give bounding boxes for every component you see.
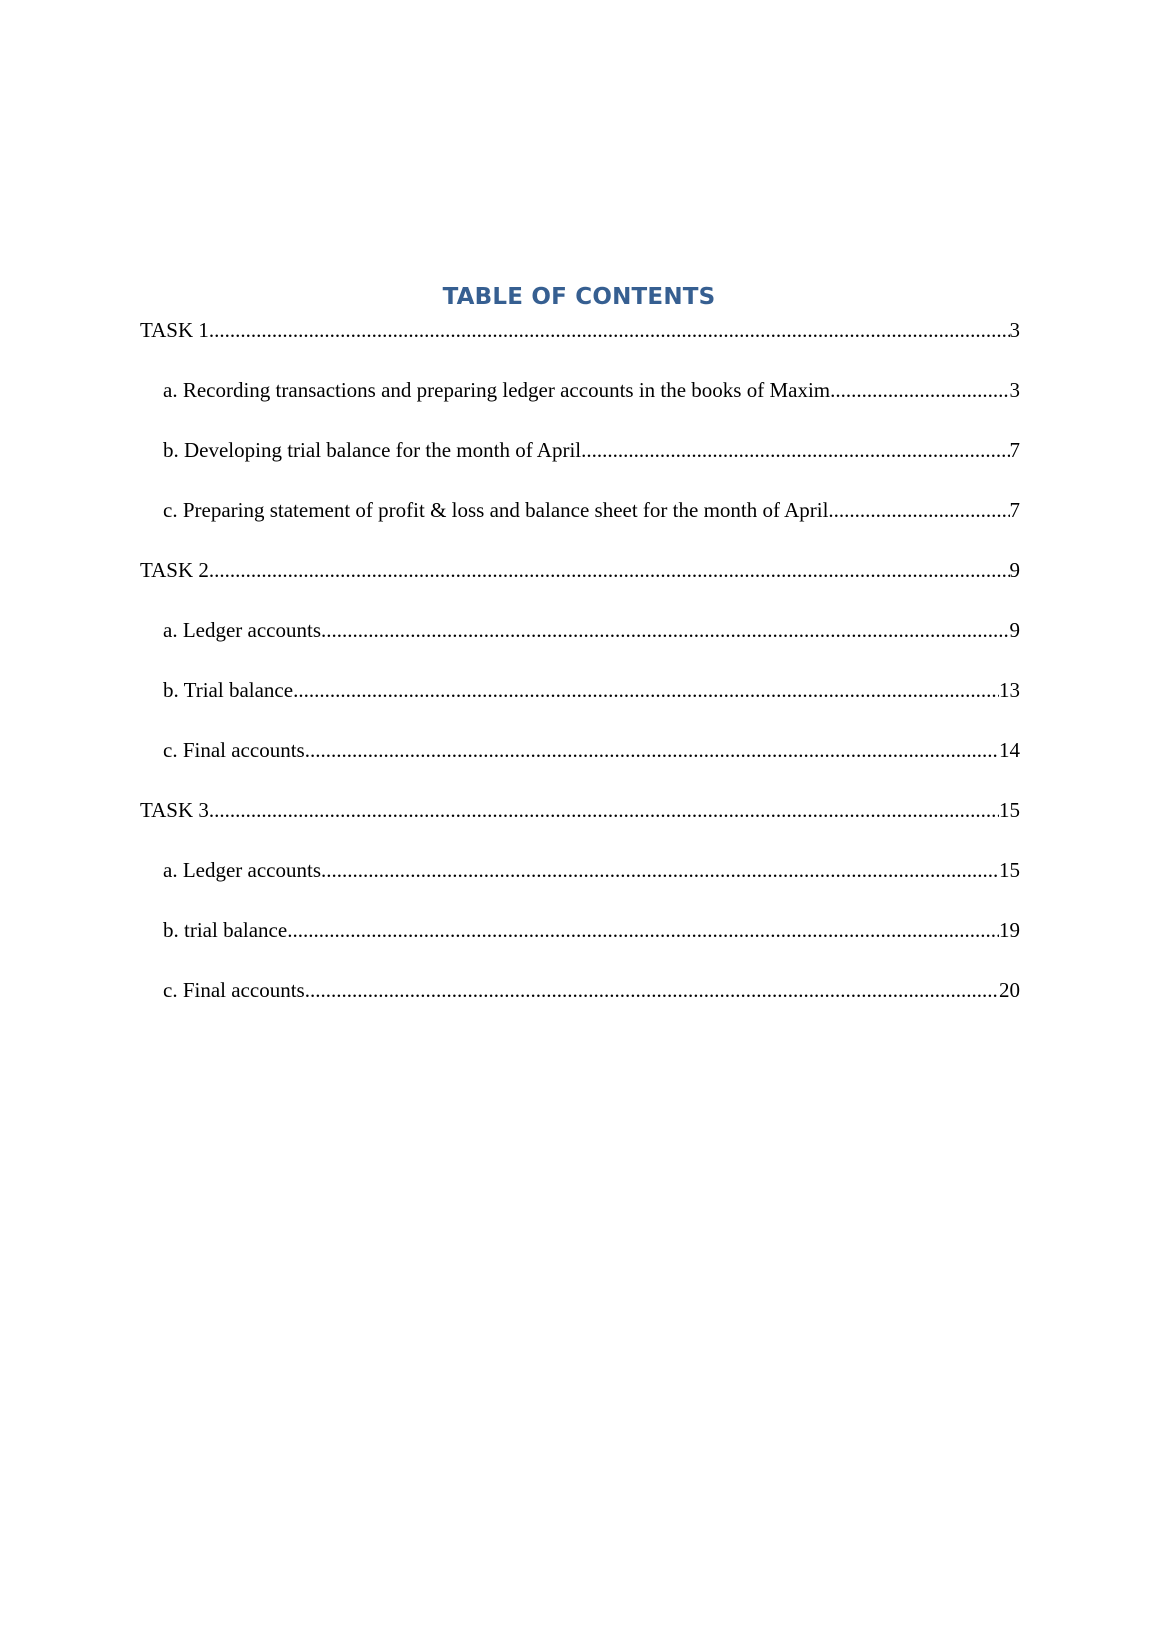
toc-page-number: 7 (1009, 498, 1020, 522)
toc-entry-text: a. Recording transactions and preparing ledger accounts in the books of Maxim (163, 378, 831, 402)
toc-page-number: 14 (999, 738, 1020, 762)
toc-page-number: 15 (999, 798, 1020, 822)
toc-dot-leader (293, 677, 999, 703)
toc-page-number: 19 (999, 918, 1020, 942)
toc-dot-leader (209, 557, 1010, 583)
toc-entry-text: b. Developing trial balance for the month of April (163, 438, 582, 462)
toc-dot-leader (209, 797, 999, 823)
toc-title: TABLE OF CONTENTS (442, 284, 716, 310)
toc-page-number: 9 (1009, 618, 1020, 642)
toc-entry-text: c. Preparing statement of profit & loss and balance sheet for the month of April (163, 498, 829, 522)
toc-entry-task-3[interactable] (140, 797, 1020, 823)
toc-dot-leader (321, 617, 1009, 643)
toc-entry-text: TASK 3 (140, 798, 209, 822)
toc-entry-text: TASK 2 (140, 558, 209, 582)
toc-dot-leader (581, 437, 1009, 463)
toc-entry-text: TASK 1 (140, 318, 209, 342)
toc-dot-leader (305, 977, 999, 1003)
toc-entry-task-3b[interactable] (163, 917, 1020, 943)
toc-page-number: 3 (1009, 378, 1020, 402)
toc-entry-task-3c[interactable] (163, 977, 1020, 1003)
toc-entry-task-1b[interactable] (163, 437, 1020, 463)
toc-entry-text: b. Trial balance (163, 678, 294, 702)
toc-entry-text: a. Ledger accounts (163, 618, 322, 642)
toc-entry-task-3a[interactable] (163, 857, 1020, 883)
toc-entry-text: b. trial balance (163, 918, 288, 942)
toc-entry-task-1a[interactable] (163, 377, 1020, 403)
toc-dot-leader (830, 377, 1009, 403)
toc-entry-text: a. Ledger accounts (163, 858, 322, 882)
toc-entry-task-2b[interactable] (163, 677, 1020, 703)
toc-dot-leader (287, 917, 999, 943)
toc-entry-task-2[interactable] (140, 557, 1020, 583)
toc-entry-task-1[interactable] (140, 317, 1020, 343)
toc-page-number: 3 (1009, 318, 1020, 342)
toc-entry-text: c. Final accounts (163, 738, 305, 762)
toc-entry-text: c. Final accounts (163, 978, 305, 1002)
toc-page-number: 9 (1009, 558, 1020, 582)
toc-entry-task-2a[interactable] (163, 617, 1020, 643)
toc-dot-leader (305, 737, 999, 763)
toc-page-number: 15 (999, 858, 1020, 882)
toc-dot-leader (321, 857, 999, 883)
toc-page-number: 20 (999, 978, 1020, 1002)
toc-entry-task-1c[interactable] (163, 497, 1020, 523)
toc-dot-leader (209, 317, 1010, 343)
toc-page-number: 13 (999, 678, 1020, 702)
toc-dot-leader (828, 497, 1009, 523)
toc-page-number: 7 (1009, 438, 1020, 462)
toc-entry-task-2c[interactable] (163, 737, 1020, 763)
